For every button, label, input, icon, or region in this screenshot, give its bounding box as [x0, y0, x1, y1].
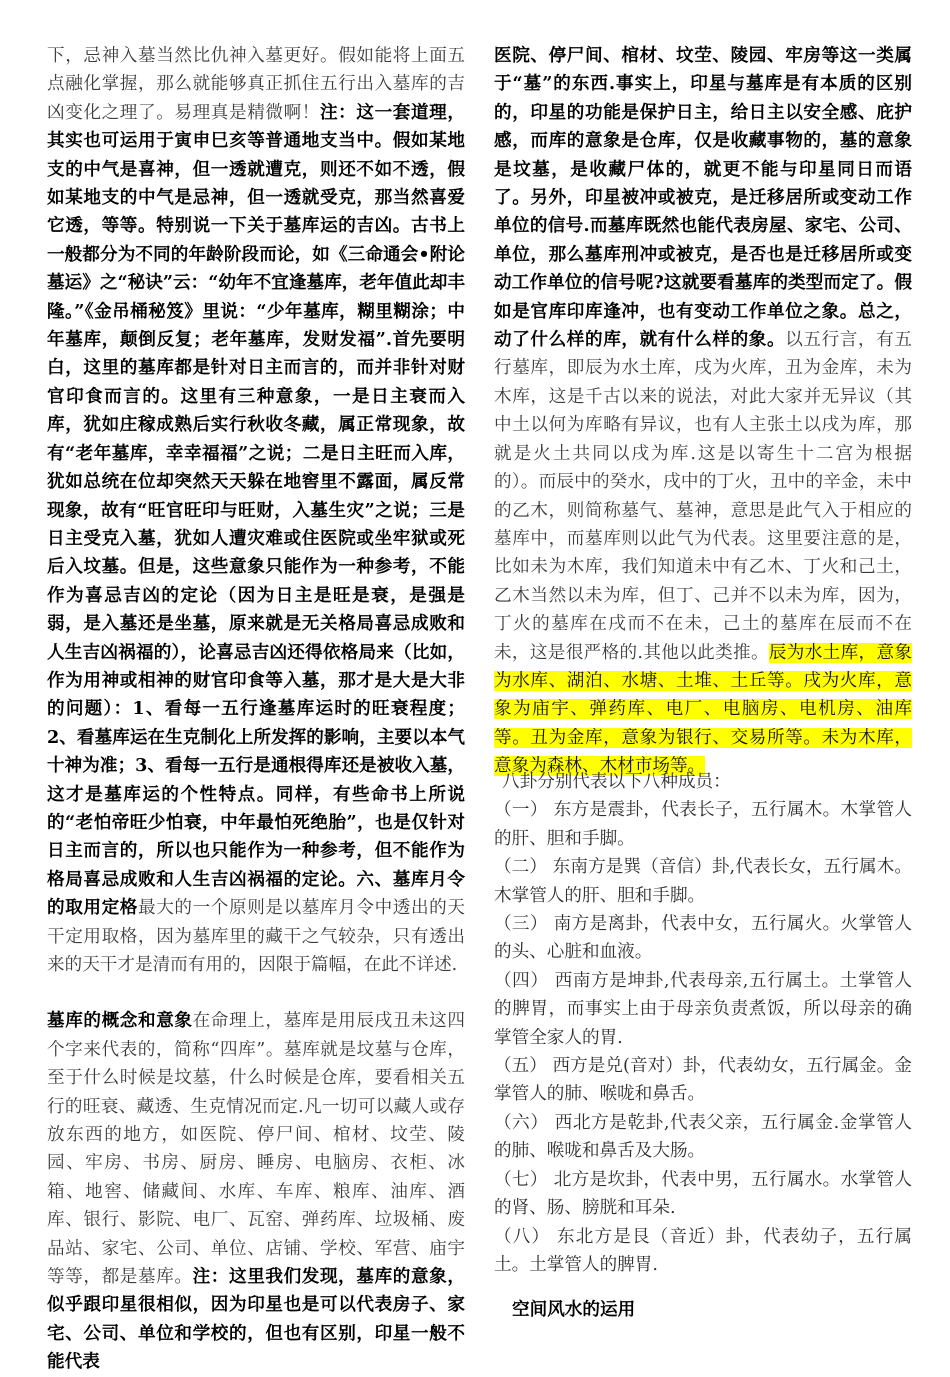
list-item: （一） 东方是震卦，代表长子，五行属木。木掌管人的肝、胆和手脚。 — [494, 800, 912, 849]
left-column — [47, 42, 465, 1377]
paragraph-text: 最大的一个原则是以墓库月令中透出的天干定用取格，因为墓库里的藏干之气较杂，只有透出来的天干才是清而有用的，因限于篇幅，在此不详述. — [47, 898, 465, 975]
highlighted-text: 辰为水土库，意象为水库、湖泊、水塘、土堆、土丘等。戌为火库，意象为庙宇、弹药库、电厂、电脑房、电机房、油库等。丑为金库，意象为银行、交易所等。未为木库，意象为森林、木材市场等。 — [494, 642, 912, 777]
list-item: （七） 北方是坎卦，代表中男，五行属水。水掌管人的肾、肠、膀胱和耳朵. — [494, 1169, 912, 1219]
list-item: （六） 西北方是乾卦,代表父亲，五行属金.金掌管人的肺、喉咙和鼻舌及大肠。 — [494, 1112, 912, 1162]
paragraph-text: 以五行言，有五行墓库，即辰为水土库，戌为火库，丑为金库，未为木库，这是千古以来的说法，对此大家并无异议（其中土以何为库略有异议，也有人主张土以戌为库，那就是火土共同以戌为库.这是以寄生十二宫为根据的）。而辰中的癸水，戌中的丁火，丑中的辛金，未中的乙木，则简称墓气、墓神，意思是此气入于相应的墓库中，而墓库则以此气为代表。这里要注意的是，比如未为木库，我们知道未中有乙木、丁火和己土，乙木当然以未为库，但丁、己并不以未为库，因为，丁火的墓库在戌而不在未，己土的墓库在辰而不在未，这是很严格的.其他以此类推。 — [494, 330, 912, 663]
section-title: 空间风水的运用 — [512, 1299, 636, 1320]
bagua-heading: 八卦分别代表以下八种成员： — [502, 772, 731, 792]
list-item: （五） 西方是兑(音对）卦，代表幼女，五行属金。金掌管人的肺、喉咙和鼻舌。 — [494, 1056, 912, 1105]
list-item: （四） 西南方是坤卦,代表母亲,五行属土。土掌管人的脾胃，而事实上由于母亲负责煮饭，所以母亲的确掌管全家人的胃. — [494, 970, 912, 1048]
bagua-list — [494, 768, 912, 1279]
list-item: （八） 东北方是艮（音近）卦，代表幼子，五行属土。土掌管人的脾胃. — [494, 1226, 912, 1275]
section-heading: 墓库的概念和意象 — [47, 1010, 193, 1032]
paragraph-text: 在命理上，墓库是用辰戌丑未这四个字来代表的，简称“四库”。墓库就是坟墓与仓库，至于什么时候是坟墓，什么时候是仓库，要看相关五行的旺衰、藏透、生克情况而定.凡一切可以藏人或存放东西的地方，如医院、停尸间、棺材、坟茔、陵园、牢房、书房、厨房、睡房、电脑房、衣柜、冰箱、地窖、储藏间、水库、车库、粮库、油库、酒库、银行、影院、电厂、瓦窑、弹药库、垃圾桶、废品站、家宅、公司、单位、店铺、学校、军营、庙宇等等，都是墓库。 — [47, 1011, 465, 1288]
paragraph-gap — [47, 979, 465, 1007]
list-item: （三） 南方是离卦，代表中女，五行属火。火掌管人的头、心脏和血液。 — [494, 914, 912, 963]
note-bold-text: 注：这里我们发现，墓库的意象，似乎跟印星很相似，因为印星也是可以代表房子、家宅、公司、单位和学校的，但也有区别，印星一般不能代表 — [47, 1266, 465, 1373]
bold-paragraph-text: 医院、停尸间、棺材、坟茔、陵园、牢房等这一类属于“墓”的东西.事实上，印星与墓库是有本质的区别的，印星的功能是保护日主，给日主以安全感、庇护感，而库的意象是仓库，仅是收藏事物的，墓的意象是坟墓，是收藏尸体的，就更不能与印星同日而语了。另外，印星被冲或被克，是迁移居所或变动工作单位的信号.而墓库既然也能代表房屋、家宅、公司、单位，那么墓库刑冲或被克，是否也是迁移居所或变动工作单位的信号呢?这就要看墓库的类型而定了。假如是官库印库逢冲，也有变动工作单位之象。总之，动了什么样的库，就有什么样的象。 — [494, 45, 912, 351]
right-column — [494, 42, 912, 781]
note-bold-text: 注：这一套道理，其实也可运用于寅申巳亥等普通地支当中。假如某地支的中气是喜神，但一透就遭克，则还不如不透，假如某地支的中气是忌神，但一透就受克，那当然喜爱它透，等等。特别说一下关于墓库运的吉凶。古书上一般都分为不同的年龄阶段而论，如《三命通会•附论墓运》之“秘诀”云：“幼年不宜逢墓库，老年值此却丰隆。”《金吊桶秘笈》里说：“少年墓库，糊里糊涂；中年墓库，颠倒反复；老年墓库，发财发福”.首先要明白，这里的墓库都是针对日主而言的，而并非针对财官印食而言的。这里有三种意象，一是日主衰而入库，犹如庄稼成熟后实行秋收冬藏，属正常现象，故有“老年墓库，幸幸福福”之说；二是日主旺而入库，犹如总统在位却突然天天躲在地窖里不露面，属反常现象，故有“旺官旺印与旺财，入墓生灾”之说；三是日主受克入墓，犹如人遭灾难或住医院或坐牢狱或死后入坟墓。但是，这些意象只能作为一种参考，不能作为喜忌吉凶的定论（因为日主是旺是衰，是强是弱，是入墓还是坐墓，原来就是无关格局喜忌成败和人生吉凶祸福的），论喜忌吉凶还得依格局来（比如，作为用神或相神的财官印食等入墓，那才是大是大非的问题）：1、看每一五行逢墓库运时的旺衰程度；2、看墓库运在生克制化上所发挥的影响，主要以本气十神为准；3、看每一五行是通根得库还是被收入墓，这才是墓库运的个性特点。同样，有些命书上所说的“老怕帝旺少怕衰，中年最怕死绝胎”，也是仅针对日主而言的，所以也只能作为一种参考，但不能作为格局喜忌成败和人生吉凶祸福的定论。六、墓库月令的取用定格 — [47, 101, 465, 919]
paragraph-text: 下，忌神入墓当然比仇神入墓更好。假如能将上面五点融化掌握，那么就能够真正抓住五行出入墓库的吉凶变化之理了。易理真是精微啊！ — [47, 46, 465, 123]
list-item: （二） 东南方是巽（音信）卦,代表长女，五行属木。木掌管人的肝、胆和手脚。 — [494, 857, 912, 906]
